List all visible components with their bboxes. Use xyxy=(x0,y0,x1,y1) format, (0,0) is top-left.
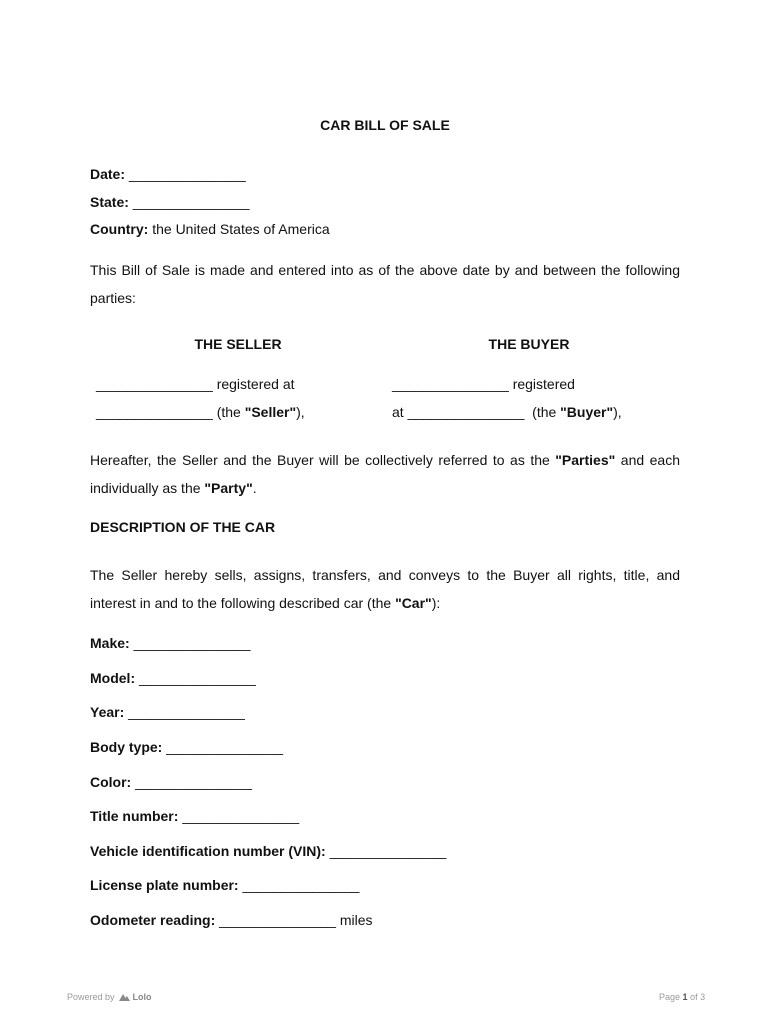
parties-text-3: . xyxy=(252,480,257,496)
description-paragraph xyxy=(90,561,680,617)
seller-role-pre: (the xyxy=(216,404,245,420)
seller-address-blank[interactable]: _______________ xyxy=(96,404,213,420)
field-make xyxy=(90,635,250,651)
buyer-role-pre: (the xyxy=(532,404,561,420)
buyer-name-blank[interactable]: _______________ xyxy=(392,376,509,392)
field-blank[interactable]: _______________ xyxy=(242,877,360,893)
field-suffix: miles xyxy=(339,912,373,928)
date-label: Date: xyxy=(90,166,126,182)
lolo-logo-icon xyxy=(119,993,130,1003)
field-model xyxy=(90,670,256,686)
seller-term: "Seller" xyxy=(244,404,297,420)
car-term: "Car" xyxy=(395,595,432,611)
field-title-number xyxy=(90,808,299,824)
field-label: Year: xyxy=(90,704,125,720)
document-title: CAR BILL OF SALE xyxy=(320,117,450,133)
field-license-plate xyxy=(90,877,359,893)
seller-heading: THE SELLER xyxy=(194,336,282,352)
field-blank[interactable]: _______________ xyxy=(329,843,447,859)
field-year xyxy=(90,704,245,720)
buyer-role-post: ), xyxy=(613,404,622,420)
state-line xyxy=(90,194,250,210)
country-value: the United States of America xyxy=(152,221,330,237)
intro-paragraph: This Bill of Sale is made and entered into as of the above date by and between the following parties: xyxy=(90,262,680,306)
state-blank[interactable]: _______________ xyxy=(132,194,250,210)
field-color xyxy=(90,774,252,790)
parties-text-1: Hereafter, the Seller and the Buyer will be collectively referred to as the xyxy=(90,452,556,468)
field-label: Model: xyxy=(90,670,136,686)
buyer-heading: THE BUYER xyxy=(488,336,570,352)
field-blank[interactable]: _______________ xyxy=(166,739,284,755)
page-prefix: Page xyxy=(659,992,681,1002)
parties-text-2: and each individually as the xyxy=(90,452,681,496)
buyer-address-blank[interactable]: _______________ xyxy=(407,404,525,420)
description-text-1: The Seller hereby sells, assigns, transfers, and conveys to the Buyer all rights, title, and interest in and to the following described car (the xyxy=(90,567,680,611)
page-number xyxy=(659,992,705,1002)
field-vin xyxy=(90,843,446,859)
field-label: Body type: xyxy=(90,739,163,755)
parties-paragraph xyxy=(90,446,680,502)
field-blank[interactable]: _______________ xyxy=(182,808,300,824)
field-label: Title number: xyxy=(90,808,179,824)
field-label: Make: xyxy=(90,635,130,651)
state-label: State: xyxy=(90,194,129,210)
field-label: Vehicle identification number (VIN): xyxy=(90,843,326,859)
party-term: "Party" xyxy=(204,480,253,496)
description-heading: DESCRIPTION OF THE CAR xyxy=(90,519,276,535)
field-label: Odometer reading: xyxy=(90,912,216,928)
field-blank[interactable]: _______________ xyxy=(219,912,336,928)
powered-by xyxy=(67,992,152,1003)
field-body-type xyxy=(90,739,283,755)
date-line xyxy=(90,166,246,182)
country-label: Country: xyxy=(90,221,149,237)
field-blank[interactable]: _______________ xyxy=(139,670,256,686)
parties-term: "Parties" xyxy=(555,452,616,468)
field-label: Color: xyxy=(90,774,132,790)
seller-line-2 xyxy=(96,404,305,420)
powered-by-text: Powered by xyxy=(67,992,115,1002)
page-of: of 3 xyxy=(690,992,706,1002)
seller-name-blank[interactable]: _______________ xyxy=(96,376,213,392)
field-label: License plate number: xyxy=(90,877,239,893)
brand-name: Lolo xyxy=(132,992,152,1002)
field-blank[interactable]: _______________ xyxy=(133,635,251,651)
buyer-at-text: at xyxy=(392,404,404,420)
buyer-line-1 xyxy=(392,376,575,392)
date-blank[interactable]: _______________ xyxy=(128,166,246,182)
buyer-registered-text: registered xyxy=(512,376,575,392)
buyer-line-2 xyxy=(392,404,622,420)
description-text-2: ): xyxy=(431,595,441,611)
country-line xyxy=(90,221,330,237)
page-current: 1 xyxy=(682,992,688,1002)
seller-role-post: ), xyxy=(296,404,305,420)
seller-line-1 xyxy=(96,376,295,392)
seller-registered-text: registered at xyxy=(216,376,295,392)
field-odometer xyxy=(90,912,373,928)
field-blank[interactable]: _______________ xyxy=(135,774,252,790)
buyer-term: "Buyer" xyxy=(560,404,614,420)
field-blank[interactable]: _______________ xyxy=(128,704,245,720)
